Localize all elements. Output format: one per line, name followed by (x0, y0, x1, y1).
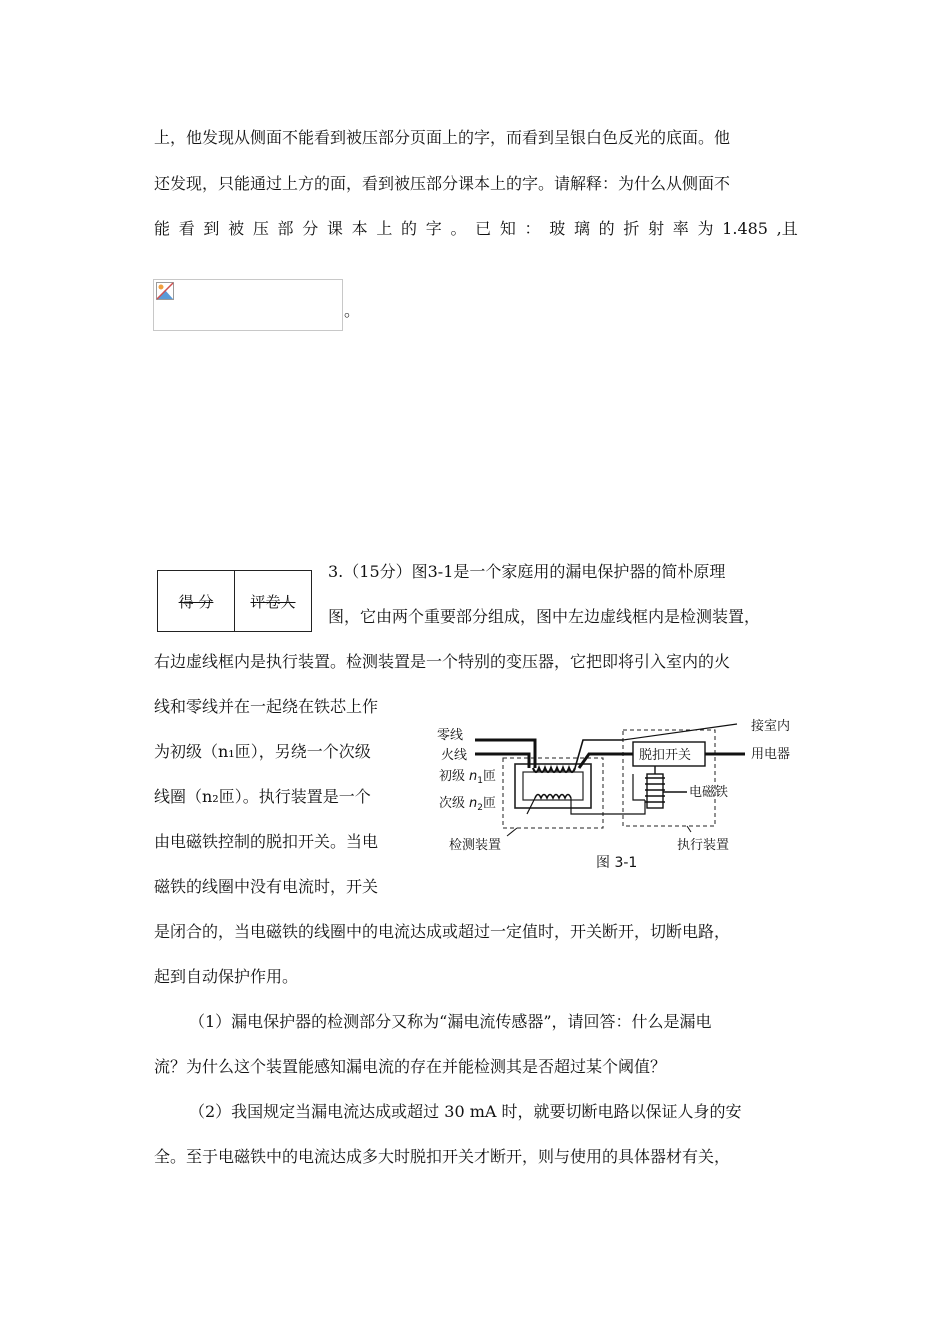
justified-char: ： (524, 219, 541, 238)
sub-question-2: （2）我国规定当漏电流达成或超过 30 mA 时，就要切断电路以保证人身的安 (189, 1102, 742, 1121)
secondary-label: 次级 $n_2$匝 (439, 796, 497, 813)
fire-line-label: 火线 (441, 748, 468, 763)
primary-label: 初级 $n_1$匝 (439, 769, 497, 786)
paragraph-line: 还发现，只能通过上方的面，看到被压部分课本上的字。请解释：为什么从侧面不 (154, 174, 731, 193)
justified-char: 分 (302, 219, 319, 238)
paragraph-line: 是闭合的，当电磁铁的线圈中的电流达成或超过一定值时，开关断开，切断电路， (154, 922, 731, 941)
paragraph-line-justified (154, 219, 798, 239)
narrow-line: 为初级（n₁匝），另绕一个次级 (154, 742, 371, 761)
electromagnet (645, 766, 687, 808)
narrow-line: 由电磁铁控制的脱扣开关。当电 (154, 832, 379, 851)
electromagnet-label: 电磁铁 (689, 785, 729, 800)
justified-char: 率 (672, 219, 689, 238)
sub-question-1-cont: 流？为什么这个装置能感知漏电流的存在并能检测其是否超过某个阈值？ (154, 1057, 667, 1076)
sub-question-2-cont: 全。至于电磁铁中的电流达成多大时脱扣开关才断开，则与使用的具体器材有关， (154, 1147, 731, 1166)
justified-char: 。 (450, 219, 467, 238)
paragraph-line: 起到自动保护作用。 (154, 967, 299, 986)
justified-char: 射 (648, 219, 665, 238)
pointer-line (623, 724, 737, 740)
narrow-line: 磁铁的线圈中没有电流时，开关 (154, 877, 379, 896)
justified-char: 知 (499, 219, 516, 238)
detector-label: 检测装置 (449, 838, 502, 853)
justified-char: 上 (376, 219, 393, 238)
justified-char: 已 (475, 219, 492, 238)
secondary-coil (535, 795, 571, 799)
justified-char: 折 (623, 219, 640, 238)
justified-char: 压 (252, 219, 269, 238)
sub-question-1: （1）漏电保护器的检测部分又称为“漏电流传感器”，请回答：什么是漏电 (189, 1012, 712, 1031)
justified-char: 本 (351, 219, 368, 238)
leakage-protector-diagram (437, 714, 807, 874)
zero-line-label: 零线 (437, 728, 464, 743)
justified-char: 看 (178, 219, 195, 238)
paragraph-line: 上，他发现从侧面不能看到被压部分页面上的字，而看到呈银白色反光的底面。他 (154, 128, 731, 147)
broken-image-placeholder (153, 279, 343, 331)
justified-char: 能 (154, 219, 171, 238)
justified-char: 璃 (573, 219, 590, 238)
indoor-label-1: 接室内 (751, 719, 791, 734)
actuator-label: 执行装置 (677, 838, 730, 853)
indoor-label-2: 用电器 (751, 747, 791, 762)
narrow-line: 线和零线并在一起绕在铁芯上作 (154, 697, 379, 716)
justified-char: 玻 (549, 219, 566, 238)
period: 。 (344, 301, 361, 320)
question-3-line: 右边虚线框内是执行装置。检测装置是一个特别的变压器，它把即将引入室内的火 (154, 652, 731, 671)
question-3-line: 图，它由两个重要部分组成，图中左边虚线框内是检测装置， (328, 607, 761, 626)
narrow-line: 线圈（n₂匝）。执行装置是一个 (154, 787, 371, 806)
detector-frame (503, 758, 603, 828)
justified-char: 部 (277, 219, 294, 238)
broken-image-icon (156, 282, 174, 300)
justified-char: ,且 (776, 219, 798, 238)
justified-char: 为 (697, 219, 714, 238)
justified-char: 的 (401, 219, 418, 238)
justified-char: 字 (425, 219, 442, 238)
justified-char: 到 (203, 219, 220, 238)
score-table (157, 570, 312, 632)
trip-switch-label: 脱扣开关 (639, 748, 692, 763)
justified-char: 课 (326, 219, 343, 238)
grader-cell: 评卷人 (235, 571, 312, 632)
justified-char: 的 (598, 219, 615, 238)
justified-char: 1.485 (722, 219, 768, 238)
figure-caption: 图 3-1 (596, 855, 638, 871)
score-cell: 得 分 (158, 571, 235, 632)
fire-wire (475, 754, 529, 768)
justified-char: 被 (228, 219, 245, 238)
question-3-line: 3.（15分）图3-1是一个家庭用的漏电保护器的简朴原理 (328, 562, 726, 581)
